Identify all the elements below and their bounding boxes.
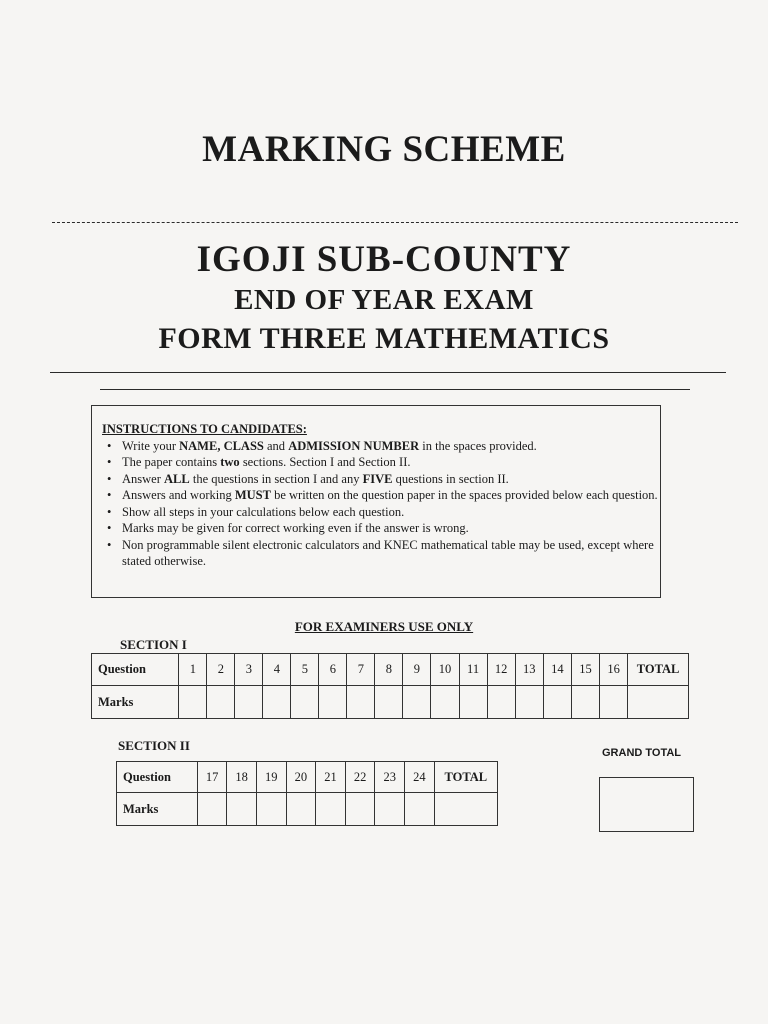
question-row-label: Question bbox=[92, 654, 179, 686]
marks-entry-cell[interactable] bbox=[515, 686, 543, 719]
question-number-cell: 11 bbox=[459, 654, 487, 686]
instruction-item bbox=[122, 520, 660, 537]
marks-entry-cell[interactable] bbox=[571, 686, 599, 719]
examiners-heading: FOR EXAMINERS USE ONLY bbox=[294, 619, 474, 634]
marks-entry-cell[interactable] bbox=[263, 686, 291, 719]
question-number-cell: 7 bbox=[347, 654, 375, 686]
instruction-text: sections. Section I and Section II. bbox=[239, 455, 411, 469]
instruction-emphasis: ALL bbox=[164, 471, 190, 486]
question-number-cell: 19 bbox=[256, 762, 286, 793]
marks-row-label: Marks bbox=[117, 793, 198, 826]
grand-total-box[interactable] bbox=[599, 777, 694, 832]
instruction-text: be written on the question paper in the spaces provided below each question. bbox=[270, 488, 658, 502]
question-number-cell: 15 bbox=[571, 654, 599, 686]
question-row-label: Question bbox=[117, 762, 198, 793]
marking-scheme-title: MARKING SCHEME bbox=[202, 129, 566, 170]
instruction-emphasis: two bbox=[220, 455, 240, 469]
question-number-cell: 23 bbox=[375, 762, 405, 793]
marks-entry-cell[interactable] bbox=[179, 686, 207, 719]
marks-entry-cell[interactable] bbox=[286, 793, 316, 826]
question-number-cell: 9 bbox=[403, 654, 431, 686]
question-number-cell: 22 bbox=[345, 762, 375, 793]
question-number-cell: 14 bbox=[543, 654, 571, 686]
marks-entry-cell[interactable] bbox=[235, 686, 263, 719]
instruction-text: Answers and working bbox=[122, 488, 235, 502]
instruction-text: Answer bbox=[122, 471, 165, 486]
marks-entry-cell[interactable] bbox=[227, 793, 257, 826]
marks-entry-cell[interactable] bbox=[347, 686, 375, 719]
total-marks-cell[interactable] bbox=[434, 793, 497, 826]
marks-entry-cell[interactable] bbox=[291, 686, 319, 719]
divider bbox=[50, 372, 726, 373]
total-header-cell: TOTAL bbox=[434, 762, 497, 793]
total-marks-cell[interactable] bbox=[628, 686, 689, 719]
instructions-box bbox=[91, 405, 661, 598]
instruction-emphasis: ADMISSION NUMBER bbox=[288, 438, 420, 453]
question-number-cell: 18 bbox=[227, 762, 257, 793]
marks-entry-cell[interactable] bbox=[375, 793, 405, 826]
marks-entry-cell[interactable] bbox=[487, 686, 515, 719]
instruction-text: Marks may be given for correct working even if the answer is wrong. bbox=[122, 521, 469, 535]
section-2-marks-table bbox=[116, 761, 498, 826]
question-number-cell: 8 bbox=[375, 654, 403, 686]
marks-entry-cell[interactable] bbox=[459, 686, 487, 719]
question-number-cell: 4 bbox=[263, 654, 291, 686]
marks-entry-cell[interactable] bbox=[256, 793, 286, 826]
instruction-text: The paper contains bbox=[122, 455, 221, 469]
instruction-emphasis: NAME, CLASS bbox=[179, 438, 264, 453]
marks-entry-cell[interactable] bbox=[207, 686, 235, 719]
question-number-cell: 20 bbox=[286, 762, 316, 793]
question-number-cell: 13 bbox=[515, 654, 543, 686]
instruction-item bbox=[122, 454, 660, 471]
marks-entry-cell[interactable] bbox=[431, 686, 459, 719]
marks-entry-cell[interactable] bbox=[375, 686, 403, 719]
instruction-item bbox=[122, 487, 660, 504]
instruction-text: Write your bbox=[122, 438, 180, 453]
section-1-marks-table bbox=[91, 653, 689, 719]
instruction-item bbox=[122, 471, 660, 488]
instructions-list bbox=[102, 438, 660, 570]
instruction-emphasis: MUST bbox=[234, 488, 271, 502]
marks-entry-cell[interactable] bbox=[543, 686, 571, 719]
instruction-text: the questions in section I and any bbox=[189, 471, 363, 486]
instruction-text: in the spaces provided. bbox=[419, 438, 537, 453]
grand-total-label: GRAND TOTAL bbox=[602, 747, 682, 759]
instruction-text: Non programmable silent electronic calculators and KNEC mathematical table may be used, except where stated otherwise. bbox=[122, 537, 654, 568]
question-number-cell: 16 bbox=[600, 654, 628, 686]
marks-entry-cell[interactable] bbox=[197, 793, 227, 826]
instruction-item bbox=[122, 438, 660, 455]
question-number-cell: 17 bbox=[197, 762, 227, 793]
marks-entry-cell[interactable] bbox=[405, 793, 435, 826]
marks-entry-cell[interactable] bbox=[600, 686, 628, 719]
subject-title: FORM THREE MATHEMATICS bbox=[158, 322, 610, 355]
instruction-text: Show all steps in your calculations below each question. bbox=[122, 504, 405, 519]
instruction-emphasis: FIVE bbox=[362, 471, 393, 486]
question-number-cell: 10 bbox=[431, 654, 459, 686]
instruction-item bbox=[122, 537, 660, 570]
question-number-cell: 6 bbox=[319, 654, 347, 686]
marks-entry-cell[interactable] bbox=[316, 793, 346, 826]
county-title: IGOJI SUB-COUNTY bbox=[196, 239, 572, 280]
marks-entry-cell[interactable] bbox=[319, 686, 347, 719]
instructions-heading: INSTRUCTIONS TO CANDIDATES: bbox=[102, 422, 307, 436]
question-number-cell: 12 bbox=[487, 654, 515, 686]
question-number-cell: 1 bbox=[179, 654, 207, 686]
instruction-text: questions in section II. bbox=[392, 471, 509, 486]
section-1-label: SECTION I bbox=[120, 637, 187, 652]
question-number-cell: 3 bbox=[235, 654, 263, 686]
marks-entry-cell[interactable] bbox=[345, 793, 375, 826]
question-number-cell: 2 bbox=[207, 654, 235, 686]
question-number-cell: 5 bbox=[291, 654, 319, 686]
divider bbox=[100, 389, 690, 390]
divider bbox=[52, 222, 738, 223]
marks-row-label: Marks bbox=[92, 686, 179, 719]
question-number-cell: 21 bbox=[316, 762, 346, 793]
question-number-cell: 24 bbox=[405, 762, 435, 793]
exam-title: END OF YEAR EXAM bbox=[234, 284, 534, 316]
section-2-label: SECTION II bbox=[118, 738, 190, 753]
total-header-cell: TOTAL bbox=[628, 654, 689, 686]
instruction-item bbox=[122, 504, 660, 521]
instruction-text: and bbox=[263, 438, 289, 453]
marks-entry-cell[interactable] bbox=[403, 686, 431, 719]
